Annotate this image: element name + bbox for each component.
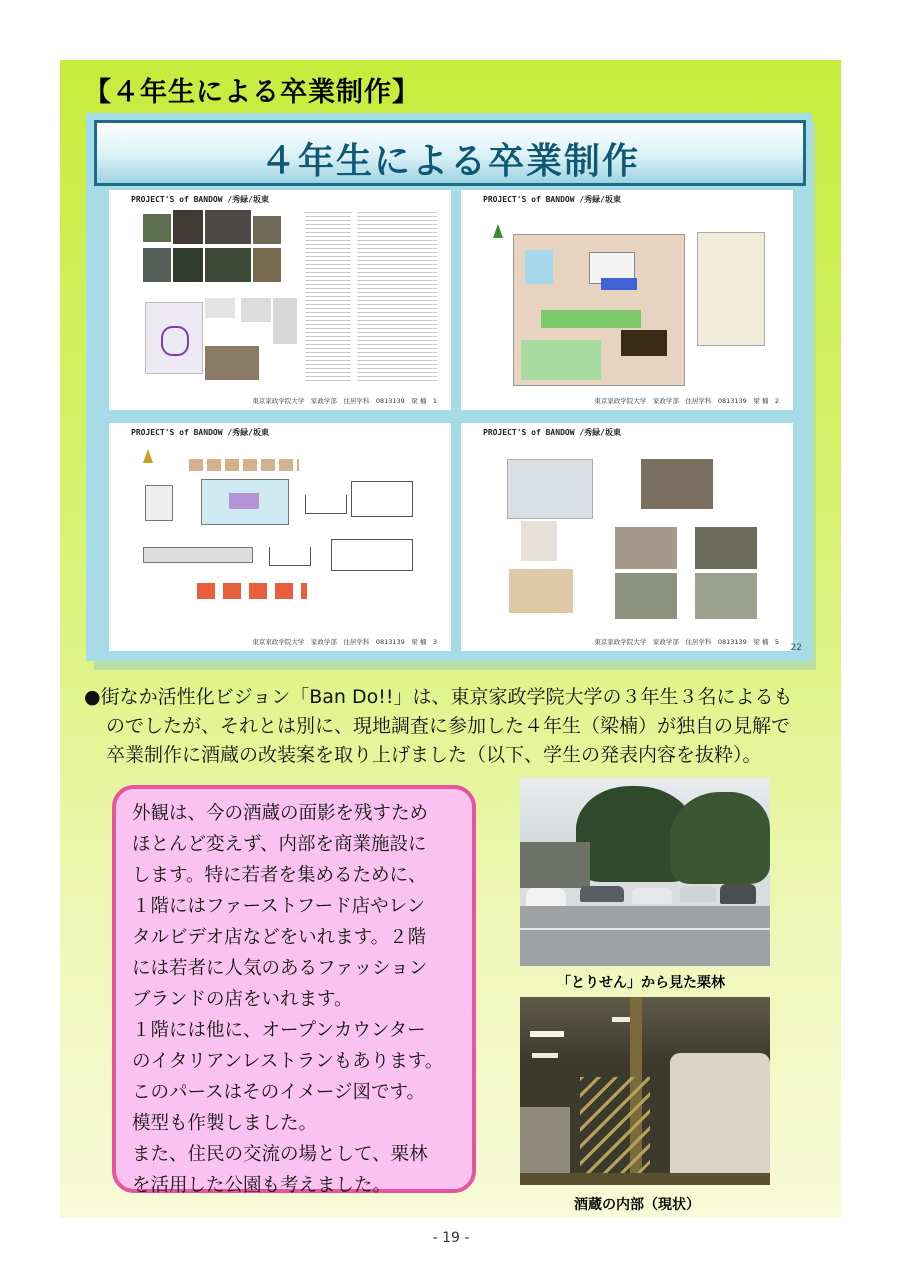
car [526, 888, 566, 908]
sheet-title: PROJECT'S of BANDOW /秀緑/坂東 [131, 428, 269, 437]
detail-render [509, 569, 573, 613]
description-line: ブランドの店をいれます。 [132, 989, 353, 1010]
photo-brewery-interior [520, 997, 770, 1185]
text-column [305, 212, 351, 382]
north-arrow-icon [143, 449, 153, 463]
site-photo [205, 248, 251, 282]
description-line: を活用した公園も考えました。 [132, 1175, 392, 1196]
sheet-title: PROJECT'S of BANDOW /秀緑/坂東 [131, 195, 269, 204]
roof-plan [145, 485, 173, 521]
slide-title: ４年生による卒業制作 [259, 141, 640, 182]
description-line: には若者に人気のあるファッション [132, 958, 428, 979]
brewing-tank [670, 1053, 770, 1173]
sheet-title: PROJECT'S of BANDOW /秀緑/坂東 [483, 195, 621, 204]
slide-title-box [94, 120, 806, 186]
photo-caption: 酒蔵の内部（現状） [574, 1197, 700, 1213]
site-photo [143, 214, 171, 242]
floor [520, 1173, 770, 1185]
section [331, 539, 413, 571]
model-photo [695, 573, 757, 619]
model-photo [615, 573, 677, 619]
description-text [132, 798, 443, 1201]
model-photo [695, 527, 757, 569]
sheet-4 [461, 423, 793, 651]
parking-plan [697, 232, 765, 346]
tree-canopy [670, 792, 770, 884]
diagram [241, 298, 271, 322]
plan-room [525, 250, 553, 284]
photo-chestnut-grove [520, 778, 770, 966]
ceiling-light [530, 1031, 564, 1037]
sheet-3 [109, 423, 451, 651]
perspective-render [507, 459, 593, 519]
sheet-footer: 東京家政学院大学 家政学部 住居学科 0813139 梁 楠 5 [594, 638, 779, 646]
sheet-2 [461, 190, 793, 410]
sheet-footer: 東京家政学院大学 家政学部 住居学科 0813139 梁 楠 1 [252, 397, 437, 405]
interior-photo [621, 330, 667, 356]
site-photo [173, 248, 203, 282]
description-line: します。特に若者を集めるために、 [132, 865, 427, 886]
plan-room [541, 310, 641, 328]
sheet-title: PROJECT'S of BANDOW /秀緑/坂東 [483, 428, 621, 437]
model-photo [641, 459, 713, 509]
parking-lot [520, 906, 770, 966]
model-photo [615, 527, 677, 569]
car [632, 888, 672, 904]
elevation [305, 495, 347, 514]
description-line: １階には他に、オープンカウンター [132, 1020, 426, 1041]
site-photo [253, 216, 281, 244]
description-line: 模型も作製しました。 [132, 1113, 318, 1134]
description-line: １階にはファーストフード店やレン [132, 896, 426, 917]
description-box [112, 785, 476, 1196]
building-photo [205, 346, 259, 380]
description-line: このパースはそのイメージ図です。 [132, 1082, 426, 1103]
ceiling-light [532, 1053, 558, 1058]
brand-logos [197, 583, 307, 599]
site-map-route [161, 326, 189, 356]
detail-render [521, 521, 557, 561]
photo-caption: 「とりせん」から見た栗林 [557, 975, 725, 991]
slide-number: 22 [790, 643, 802, 653]
car [720, 884, 756, 904]
description-line: 外観は、今の酒蔵の面影を残すため [132, 803, 429, 824]
description-line: のイタリアンレストランもあります。 [132, 1051, 444, 1072]
car [680, 886, 716, 902]
sheet-footer: 東京家政学院大学 家政学部 住居学科 0813139 梁 楠 3 [252, 638, 437, 646]
text-column [357, 212, 437, 382]
parking-line [520, 928, 770, 930]
sheet-1 [109, 190, 451, 410]
section [351, 481, 413, 517]
description-line: ほとんど変えず、内部を商業施設に [132, 834, 427, 855]
bullet-paragraph [84, 683, 844, 770]
description-line: タルビデオ店などをいれます。２階 [132, 927, 427, 948]
site-photo [205, 210, 251, 244]
elevation [143, 547, 253, 563]
slide [86, 113, 812, 661]
plan-room [601, 278, 637, 290]
description-line: また、住民の交流の場として、栗林 [132, 1144, 428, 1165]
site-photo [253, 248, 281, 282]
page-number: - 19 - [432, 1230, 470, 1246]
plan-garden [521, 340, 601, 380]
staircase [580, 1077, 650, 1177]
north-arrow-icon [493, 224, 503, 238]
sheet-footer: 東京家政学院大学 家政学部 住居学科 0813139 梁 楠 2 [594, 397, 779, 405]
diagram [273, 298, 297, 344]
site-photo [143, 248, 171, 282]
bullet-line: 卒業制作に酒蔵の改装案を取り上げました（以下、学生の発表内容を抜粋）。 [106, 744, 762, 766]
ceiling [520, 997, 770, 1057]
site-photo [173, 210, 203, 244]
car [580, 886, 624, 902]
section-heading: 【４年生による卒業制作】 [84, 77, 420, 108]
building [520, 842, 590, 888]
brand-logos [189, 459, 299, 471]
bullet-line: ●街なか活性化ビジョン「Ban Do!!」は、東京家政学院大学の３年生３名によるも [84, 686, 793, 708]
plan-room [229, 493, 259, 509]
elevation [269, 547, 311, 566]
diagram [205, 298, 235, 318]
bullet-line: のでしたが、それとは別に、現地調査に参加した４年生（梁楠）が独自の見解で [106, 715, 791, 737]
